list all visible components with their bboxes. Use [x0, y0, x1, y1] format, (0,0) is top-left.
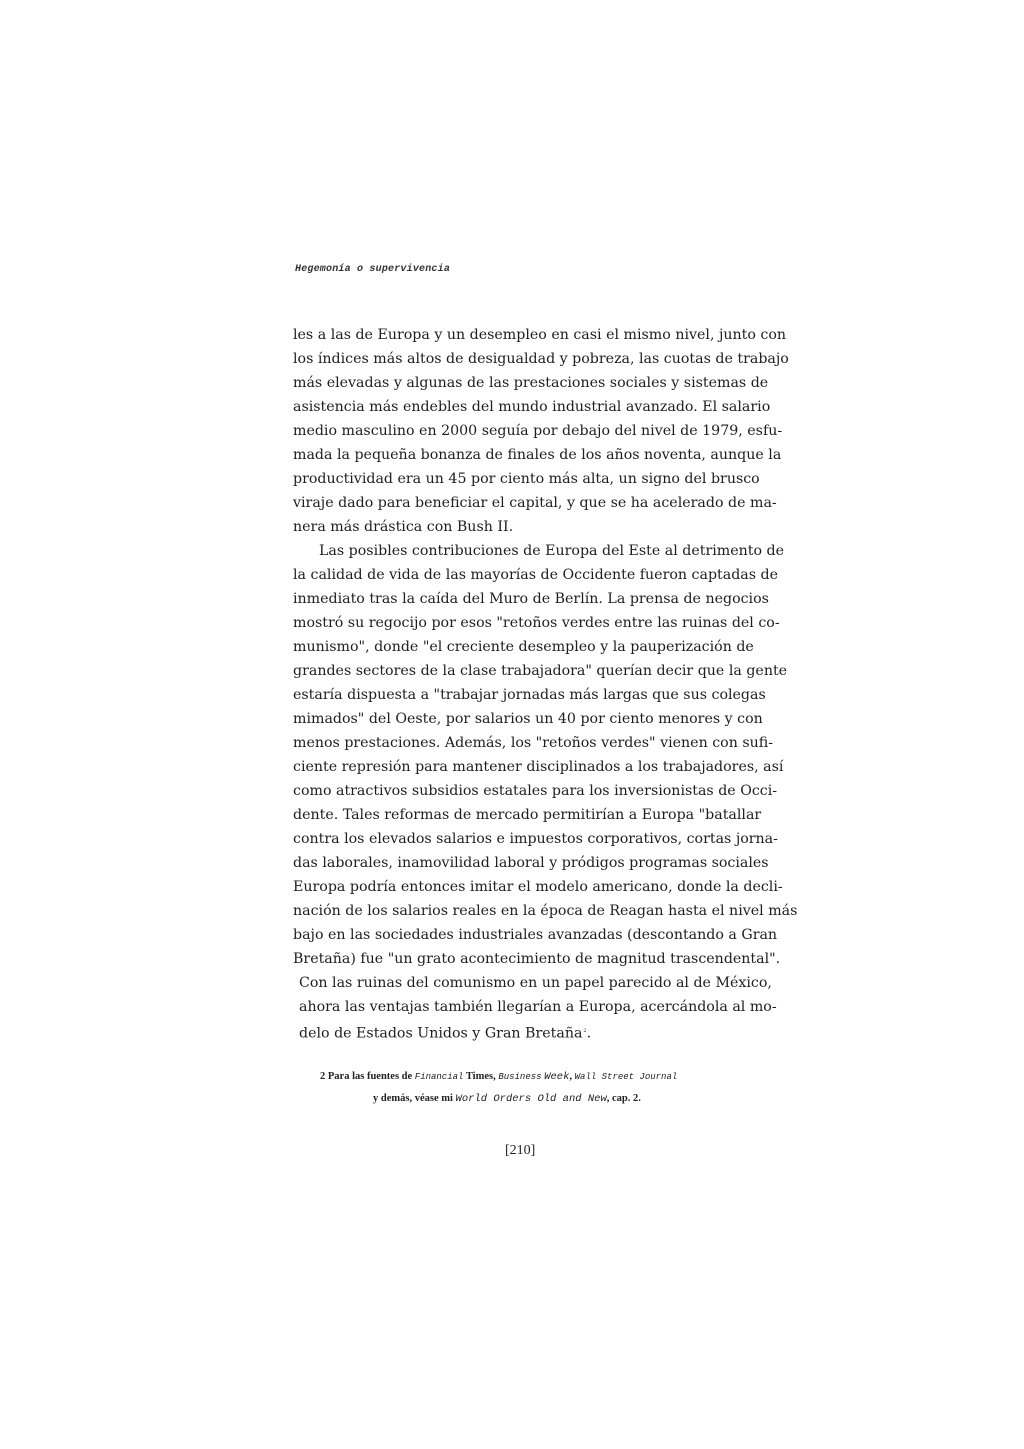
text-line: ahora las ventajas también llegarían a Europa, acercándola al mo- — [299, 999, 777, 1015]
text-line: contra los elevados salarios e impuestos corporativos, cortas jorna- — [293, 831, 778, 847]
footnote-text: Para las fuentes de — [325, 1071, 415, 1082]
footnote-book-title: World Orders Old and New — [455, 1093, 607, 1105]
text-line: la calidad de vida de las mayorías de Occidente fueron captadas de — [293, 567, 779, 583]
footnote-number: 2 — [320, 1071, 326, 1082]
text-line-final — [293, 1019, 741, 1043]
text-line: asistencia más endebles del mundo industrial avanzado. El salario — [293, 399, 771, 415]
text-line: mostró su regocijo por esos "retoños verdes entre las ruinas del co- — [293, 615, 780, 631]
text-line: mada la pequeña bonanza de finales de los años noventa, aunque la — [293, 447, 782, 463]
footnote-text: , — [569, 1071, 575, 1082]
footnote-text: Times, — [463, 1071, 499, 1082]
text-line: menos prestaciones. Además, los "retoños verdes" vienen con sufi- — [293, 735, 774, 751]
text-line: inmediato tras la caída del Muro de Berlín. La prensa de negocios — [293, 591, 769, 607]
footnote — [320, 1066, 740, 1110]
text-line: como atractivos subsidios estatales para los inversionistas de Occi- — [293, 783, 778, 799]
text-line: les a las de Europa y un desempleo en casi el mismo nivel, junto con — [293, 327, 787, 343]
running-header: Hegemonía o supervivencia — [295, 264, 451, 275]
text-line: Con las ruinas del comunismo en un papel parecido al de México, — [299, 975, 772, 991]
text-line: Las posibles contribuciones de Europa del Este al detrimento de — [319, 543, 784, 559]
text-line: estaría dispuesta a "trabajar jornadas más largas que sus colegas — [293, 687, 766, 703]
text-line: viraje dado para beneficiar el capital, y que se ha acelerado de ma- — [293, 495, 777, 511]
text-line: das laborales, inamovilidad laboral y pródigos programas sociales — [293, 855, 769, 871]
body-text — [293, 323, 798, 1043]
footnote-source-financial: Financial — [414, 1072, 464, 1082]
text-line: grandes sectores de la clase trabajadora" querían decir que la gente — [293, 663, 788, 679]
text-line: ciente represión para mantener disciplinados a los trabajadores, así — [293, 759, 784, 775]
final-period: . — [586, 1025, 592, 1042]
text-line: los índices más altos de desigualdad y pobreza, las cuotas de trabajo — [293, 351, 789, 367]
text-line: nera más drástica con Bush II. — [293, 519, 514, 535]
text-line-content: delo de Estados Unidos y Gran Bretaña — [299, 1025, 583, 1042]
text-line: Europa podría entonces imitar el modelo americano, donde la decli- — [293, 879, 783, 895]
text-line: más elevadas y algunas de las prestaciones sociales y sistemas de — [293, 375, 769, 391]
footnote-source-week: Week — [544, 1071, 570, 1083]
footnote-line-2 — [320, 1088, 740, 1110]
text-line: munismo", donde "el creciente desempleo y la pauperización de — [293, 639, 754, 655]
text-line: mimados" del Oeste, por salarios un 40 por ciento menores y con — [293, 711, 763, 727]
footnote-source-business: Business — [498, 1072, 542, 1082]
footnote-source-wsj: Wall Street Journal — [574, 1072, 678, 1082]
text-line: medio masculino en 2000 seguía por debajo del nivel de 1979, esfu- — [293, 423, 783, 439]
footnote-text: y demás, véase mi — [373, 1093, 456, 1104]
text-line: nación de los salarios reales en la época de Reagan hasta el nivel más — [293, 903, 798, 919]
text-line: bajo en las sociedades industriales avanzadas (descontando a Gran — [293, 927, 778, 943]
footnote-reference[interactable]: 2 — [583, 1028, 587, 1034]
text-line: Bretaña) fue "un grato acontecimiento de magnitud trascendental". — [293, 951, 781, 967]
page-number: [210] — [505, 1143, 536, 1158]
text-line: dente. Tales reformas de mercado permitirían a Europa "batallar — [293, 807, 762, 823]
text-line: productividad era un 45 por ciento más alta, un signo del brusco — [293, 471, 760, 487]
footnote-text: , cap. 2. — [606, 1093, 641, 1104]
